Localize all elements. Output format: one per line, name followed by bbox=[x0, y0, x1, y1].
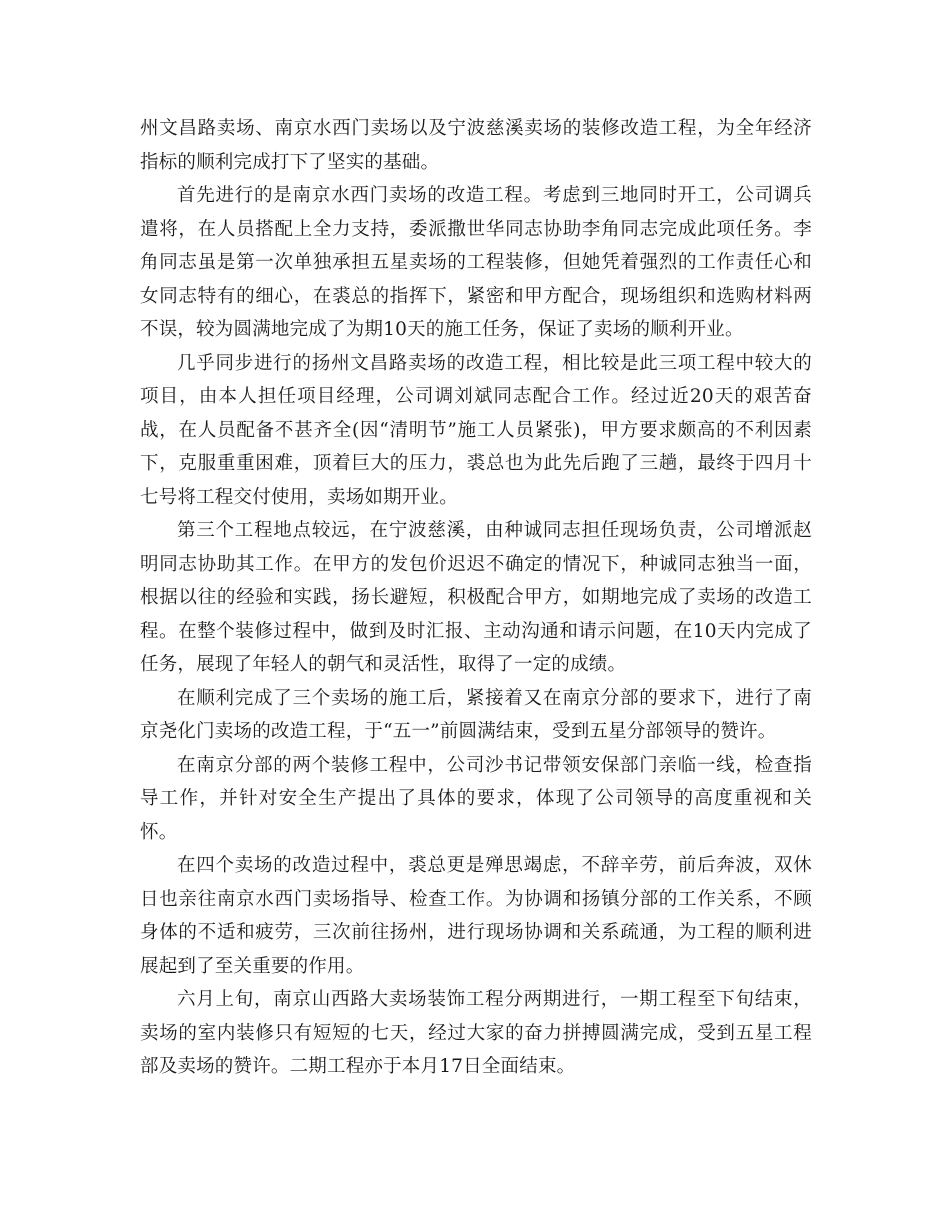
paragraph-leadership: 在四个卖场的改造过程中，裘总更是殚思竭虑，不辞辛劳，前后奔波，双休日也亲往南京水西门卖场指导、检查工作。为协调和扬镇分部的工作关系，不顾身体的不适和疲劳，三次前往扬州，进行现场协调和关系疏通，为工程的顺利进展起到了至关重要的作用。 bbox=[140, 855, 812, 977]
paragraph-safety: 在南京分部的两个装修工程中，公司沙书记带领安保部门亲临一线，检查指导工作，并针对安全生产提出了具体的要求，体现了公司领导的高度重视和关怀。 bbox=[140, 754, 812, 843]
paragraph-yangzhou: 几乎同步进行的扬州文昌路卖场的改造工程，相比较是此三项工程中较大的项目，由本人担任项目经理，公司调刘斌同志配合工作。经过近20天的艰苦奋战，在人员配备不甚齐全(因“清明节”施工人员紧张)，甲方要求颇高的不利因素下，克服重重困难，顶着巨大的压力，裘总也为此先后跑了三趟，最终于四月十七号将工程交付使用，卖场如期开业。 bbox=[140, 352, 812, 508]
document-body bbox=[140, 112, 812, 1084]
paragraph-shanxilu: 六月上旬，南京山西路大卖场装饰工程分两期进行，一期工程至下旬结束，卖场的室内装修只有短短的七天，经过大家的奋力拼搏圆满完成，受到五星工程部及卖场的赞许。二期工程亦于本月17日全面结束。 bbox=[140, 989, 812, 1077]
paragraph-yaohuamen: 在顺利完成了三个卖场的施工后，紧接着又在南京分部的要求下，进行了南京尧化门卖场的改造工程，于“五一”前圆满结束，受到五星分部领导的赞许。 bbox=[140, 687, 812, 742]
paragraph-cixi: 第三个工程地点较远，在宁波慈溪，由种诚同志担任现场负责，公司增派赵明同志协助其工作。在甲方的发包价迟迟不确定的情况下，种诚同志独当一面，根据以往的经验和实践，扬长避短，积极配合甲方，如期地完成了卖场的改造工程。在整个装修过程中，做到及时汇报、主动沟通和请示问题，在10天内完成了任务，展现了年轻人的朝气和灵活性，取得了一定的成绩。 bbox=[140, 520, 812, 675]
paragraph-shuiximen: 首先进行的是南京水西门卖场的改造工程。考虑到三地同时开工，公司调兵遣将，在人员搭配上全力支持，委派撒世华同志协助李角同志完成此项任务。李角同志虽是第一次单独承担五星卖场的工程装修，但她凭着强烈的工作责任心和女同志特有的细心，在裘总的指挥下，紧密和甲方配合，现场组织和选购材料两不误，较为圆满地完成了为期10天的施工任务，保证了卖场的顺利开业。 bbox=[140, 185, 812, 340]
paragraph-continuation: 州文昌路卖场、南京水西门卖场以及宁波慈溪卖场的装修改造工程，为全年经济指标的顺利完成打下了坚实的基础。 bbox=[140, 118, 812, 173]
